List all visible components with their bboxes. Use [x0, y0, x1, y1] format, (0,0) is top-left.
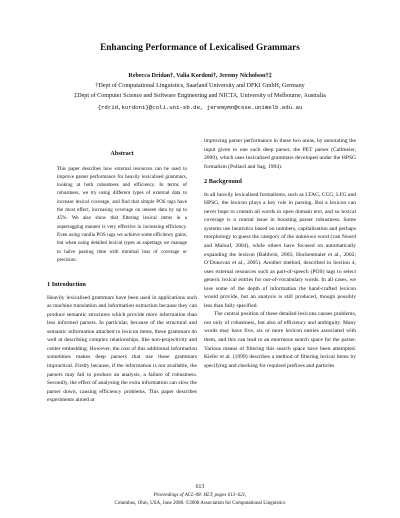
abstract-text: This paper describes how external resources can be used to improve parser performance for heavily lexicalised grammars, looking at both robustness and efficiency. In terms of robustness, we try using different types of external data to increase lexical coverage, and find that simple POS tags have the most effect, increasing coverage on unseen data by up to 45%. We also show that filtering lexical items in a supertagging manner is very effective in increasing efficiency. Even using vanilla POS tags we achieve some efficiency gains, but when using detailed lexical types as supertags we manage to halve parsing time with minimal loss of coverage or precision.	[57, 165, 187, 263]
right-column	[204, 137, 356, 370]
background-heading: 2 Background	[204, 178, 242, 186]
introduction-heading: 1 Introduction	[47, 281, 86, 289]
proceedings-line: Proceedings of ACL-08: HLT, pages 613–621,	[153, 493, 247, 498]
abstract-heading: Abstract	[110, 150, 134, 157]
background-paragraph-2: The central position of these detailed lexicons causes problems, not only of robustness, but also of efficiency and ambiguity. Many words may have five, six or more lexicon entries associated with them, and this can lead to an enormous search space for the parser. Various means of filtering this search space have been attempted. Kiefer et al. (1999) describes a method of filtering lexical items by specifying and checking for required prefixes and particles	[204, 311, 356, 369]
left-column	[47, 150, 197, 405]
introduction-text: Heavily lexicalised grammars have been used in applications such as machine translation and information extraction because they can produce semantic structures which provide more information than less informed parsers. In particular, because of the structural and semantic information attached to lexicon items, these grammars do well at describing complex relationships, like non-projectivity and center embedding. However, the cost of this additional information sometimes makes deep parsers that use these grammars impractical. Firstly because, if the information is not available, the parsers may fail to produce an analysis, a failure of robustness. Secondly, the effect of analysing the extra information can slow the parser down, causing efficiency problems. This paper describes experiments aimed at	[47, 294, 197, 404]
right-paragraph-1: improving parser performance in these two areas, by annotating the input given to one such deep parser, the PET parser (Callmeier, 2000), which uses lexicalised grammars developed under the HPSG formalism (Pollard and Sag, 1994).	[204, 138, 356, 170]
paper-title: Enhancing Performance of Lexicalised Grammars	[100, 43, 300, 53]
email-addresses: {rdrid,kordoni}@coli.uni-sb.de, jeremymn@csse.unimelb.edu.au	[97, 104, 303, 111]
background-paragraph-1: In all heavily lexicalised formalisms, such as LTAG, CCG, LFG and HPSG, the lexicon plays a key role in parsing. But a lexicon can never hope to contain all words in open domain text, and so lexical coverage is a central issue in boosting parser robustness. Some systems use heuristics based on numbers, capitalisation and perhaps morphology to guess the category of the unknown word (van Noord and Malouf, 2004), while others have focused on automatically expanding the lexicon (Baldwin, 2005; Hockenmaier et al., 2002; O’Donovan et al., 2005). Another method, described in Section 4, uses external resources such as part-of-speech (POS) tags to select generic lexical entries for out-of-vocabulary words. In all cases, we lose some of the depth of information the hand-crafted lexicon would provide, but an analysis is still produced, though possibly less than fully specified.	[204, 191, 356, 309]
author-list: Rebecca Dridan†, Valia Kordoni†, Jeremy Nicholson†‡	[128, 73, 272, 79]
venue-line: Columbus, Ohio, USA, June 2008. ©2008 Association for Computational Linguistics	[114, 501, 286, 506]
affiliation-1: †Dept of Computational Linguistics, Saarland University and DFKI GmbH, Germany	[95, 83, 305, 89]
affiliation-2: ‡Dept of Computer Science and Software Engineering and NICTA, University of Melbourne, Australia	[74, 93, 326, 99]
page-number: 613	[195, 484, 205, 490]
